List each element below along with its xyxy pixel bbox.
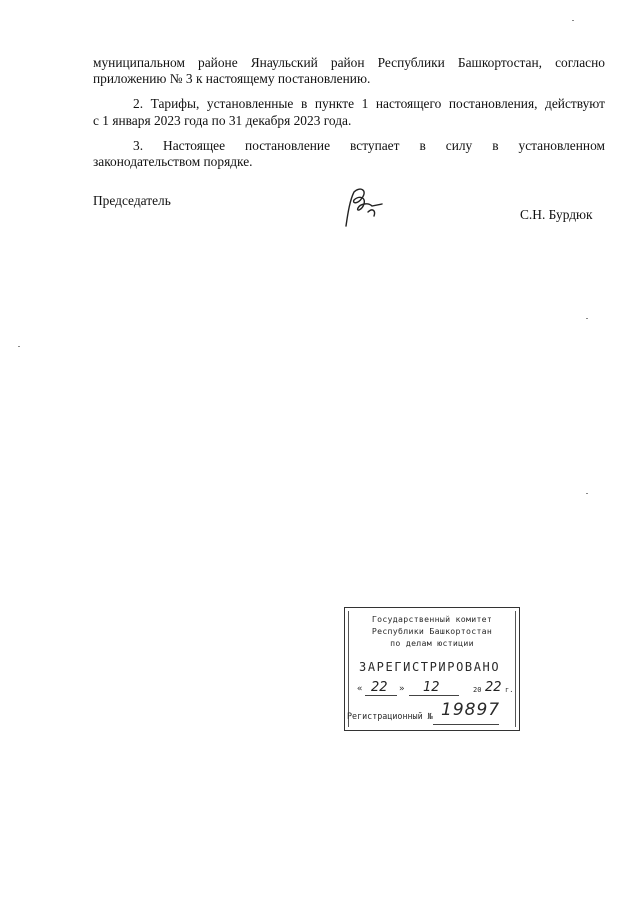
registration-stamp xyxy=(344,607,520,731)
stamp-reg-underline xyxy=(433,724,499,725)
stamp-date xyxy=(357,682,517,700)
paragraph-2-text-line-2: с 1 января 2023 года по 31 декабря 2023 года. xyxy=(93,113,352,128)
paragraph-3-text-line-1: 3. Настоящее постановление вступает в силу в установленном xyxy=(133,138,605,153)
signatory-title: Председатель xyxy=(93,193,171,208)
stamp-quote-close: » xyxy=(399,684,405,694)
stamp-line-3: по делам юстиции xyxy=(390,638,474,648)
stamp-quote-open: « xyxy=(357,684,363,694)
stamp-year-unit: г. xyxy=(505,686,514,694)
stamp-month-underline xyxy=(409,695,459,696)
paragraph-2-line-1 xyxy=(93,96,605,112)
stamp-line-1: Государственный комитет xyxy=(371,614,493,624)
handwritten-signature xyxy=(338,182,394,234)
paragraph-1-text-line-1: муниципальном районе Янаульский район Республики Башкортостан, согласно xyxy=(93,55,605,70)
stamp-reg-number: 19897 xyxy=(441,700,501,720)
paragraph-3-text-line-2: законодательством порядке. xyxy=(93,154,253,169)
stamp-month: 12 xyxy=(423,680,440,695)
stamp-line-2: Республики Башкортостан xyxy=(371,626,493,636)
signatory-name: С.Н. Бурдюк xyxy=(520,207,593,222)
stamp-year-suffix: 22 xyxy=(485,680,502,695)
stamp-year-prefix: 20 xyxy=(473,686,482,694)
paragraph-1-line-1 xyxy=(93,55,605,71)
stamp-reg-label: Регистрационный № xyxy=(347,711,433,721)
stamp-day-underline xyxy=(365,695,397,696)
paragraph-1-line-2 xyxy=(93,71,605,87)
paragraph-1-text-line-2: приложению № 3 к настоящему постановлению. xyxy=(93,71,371,86)
paragraph-3-line-2 xyxy=(93,154,605,170)
scan-speck xyxy=(18,346,20,347)
stamp-day: 22 xyxy=(371,680,388,695)
stamp-status: ЗАРЕГИСТРИРОВАНО xyxy=(359,660,501,674)
paragraph-2-text-line-1: 2. Тарифы, установленные в пункте 1 настоящего постановления, действуют xyxy=(133,96,605,111)
scan-speck xyxy=(586,493,588,494)
scan-speck xyxy=(586,318,588,319)
paragraph-3-line-1 xyxy=(93,138,605,154)
scan-speck xyxy=(572,20,574,21)
paragraph-2-line-2 xyxy=(93,113,605,129)
